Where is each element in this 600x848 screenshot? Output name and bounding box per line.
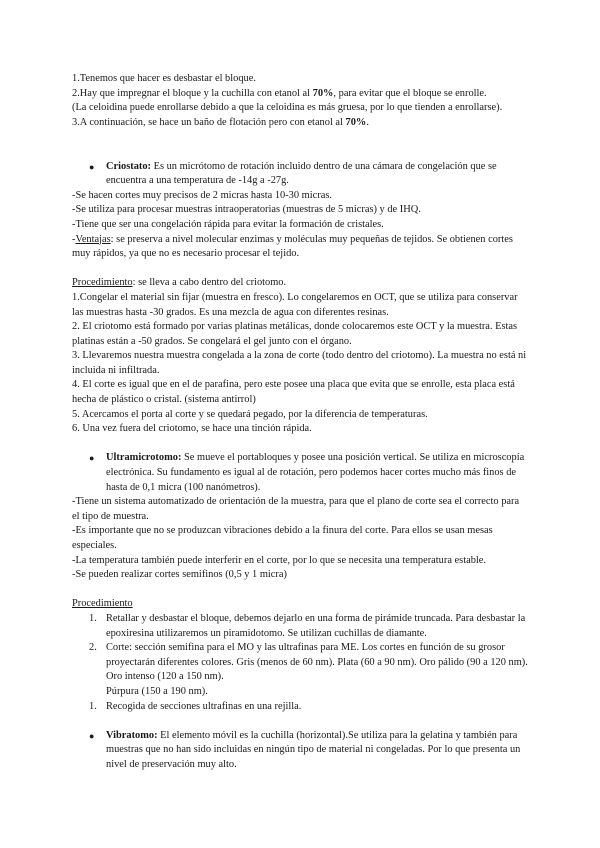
procedimiento-step: 4. El corte es igual que en el de parafina, pero este posee una placa que evita que se enrolle, esta placa está hecha de plástico o cristal. (sistema antirrol) <box>72 379 515 406</box>
procedimiento-step: 6. Una vez fuera del criotomo, se hace una tinción rápida. <box>72 423 312 435</box>
procedimiento2-heading <box>72 597 528 612</box>
item-number: 2. <box>89 642 97 654</box>
dash: - <box>72 233 76 245</box>
item-text: Recogida de secciones ultrafinas en una rejilla. <box>106 700 302 712</box>
criostato-term: Criostato: <box>106 160 152 172</box>
item-number: 1. <box>89 700 97 712</box>
criostato-line: -Tiene que ser una congelación rápida para evitar la formación de cristales. <box>72 218 384 230</box>
ventajas-text: : se preserva a nivel molecular enzimas y moléculas muy pequeñas de tejidos. Se obtienen cortes muy rápidos, ya que no es necesario procesar el tejido. <box>72 233 513 260</box>
criostato-definition: Es un micrótomo de rotación incluido dentro de una cámara de congelación que se encuentra a una temperatura de -14g a -27g. <box>106 160 497 187</box>
ultramicrotomo-term: Ultramicrotomo: <box>106 452 182 464</box>
vibratomo-definition: El elemento móvil es la cuchilla (horizontal).Se utiliza para la gelatina y también para muestras que no han sido incluidas en ningún tipo de material ni congeladas. Por lo que presenta un nivel de preservación muy alto. <box>106 729 521 770</box>
criostato-line: -Se hacen cortes muy precisos de 2 micras hasta 10-30 micras. <box>72 189 332 201</box>
item-text: Retallar y desbastar el bloque, debemos dejarlo en una forma de pirámide truncada. Para desbastar la epoxiresina utilizaremos un piramidotomo. Se utilizan cuchillas de diamante. <box>106 612 526 639</box>
document-body <box>72 72 528 773</box>
vibratomo-term: Vibratomo: <box>106 729 158 741</box>
ultramicrotomo-line: -Es importante que no se produzcan vibraciones debido a la finura del corte. Para ellos se usan mesas especiales. <box>72 525 493 551</box>
ultramicrotomo-bullet <box>72 451 528 495</box>
intro-line-3: (La celoidina puede enrollarse debido a que la celoidina es más gruesa, por lo que tienden a enrollarse). <box>72 102 503 114</box>
ultramicrotomo-line: -La temperatura también puede interferir en el corte, por lo que se necesita una temperatura estable. <box>72 554 486 566</box>
intro-line-2 <box>72 87 528 102</box>
intro-text: 3.A continuación, se hace un baño de flotación pero con etanol al <box>72 116 346 128</box>
intro-line-1: 1.Tenemos que hacer es desbastar el bloque. <box>72 73 256 84</box>
ultramicrotomo-line: -Tiene un sistema automatizado de orientación de la muestra, para que el plano de corte sea el correcto para el tipo de muestra. <box>72 496 520 522</box>
ultramicrotomo-line: -Se pueden realizar cortes semifinos (0,5 y 1 micra) <box>72 569 287 581</box>
procedimiento-label: Procedimiento <box>72 598 133 610</box>
ethanol-percent: 70% <box>345 116 367 128</box>
ethanol-percent: 70% <box>312 87 334 99</box>
procedimiento2-item <box>72 700 528 715</box>
procedimiento-label: Procedimiento <box>72 277 133 289</box>
procedimiento-heading <box>72 276 528 291</box>
intro-text: 2.Hay que impregnar el bloque y la cuchilla con etanol al <box>72 87 313 99</box>
item-text: Corte: sección semifina para el MO y las ultrafinas para ME. Los cortes en función de su grosor proyectarán diferentes colores. Gris (menos de 60 nm). Plata (60 a 90 nm). Oro pálido (90 a 120 nm). Oro intenso (120 a 150 nm). <box>106 642 528 683</box>
intro-text: , para evitar que el bloque se enrolle. <box>333 87 487 99</box>
procedimiento-step: 2. El criotomo está formado por varias platinas metálicas, donde colocaremos este OCT y la muestra. Estas platinas están a -50 grados. Se congelará el gel junto con el órgano. <box>72 321 518 347</box>
procedimiento-step: 1.Congelar el material sin fijar (muestra en fresco). Lo congelaremos en OCT, que se utiliza para conservar las muestras hasta -30 grados. Es una mezcla de agua con diferentes resinas. <box>72 291 518 318</box>
criostato-bullet <box>72 160 528 189</box>
procedimiento-step: 3. Llevaremos nuestra muestra congelada a la zona de corte (todo dentro del criotomo). La muestra no está ni incluida ni infiltrada. <box>72 350 527 376</box>
bullet-icon: ● <box>89 453 95 464</box>
ventajas-label: Ventajas <box>75 233 111 245</box>
item-number: 1. <box>89 612 97 624</box>
intro-line-4 <box>72 116 528 131</box>
ultramicrotomo-definition: Se mueve el portabloques y posee una posición vertical. Se utiliza en microscopía electrónica. Su fundamento es igual al de rotación, pero podemos hacer cortes mucho más finos de hasta de 0,1 micra (100 nanómetros). <box>106 452 525 493</box>
vibratomo-bullet <box>72 729 528 773</box>
procedimiento2-purpura: Púrpura (150 a 190 nm). <box>106 685 208 697</box>
bullet-icon: ● <box>89 161 95 172</box>
procedimiento-text: : se lleva a cabo dentro del criotomo. <box>132 277 287 289</box>
criostato-line: -Se utiliza para procesar muestras intraoperatorias (muestras de 5 micras) y de IHQ. <box>72 204 421 216</box>
intro-text: . <box>366 116 369 128</box>
procedimiento2-item <box>72 641 528 685</box>
criostato-ventajas <box>72 233 528 262</box>
bullet-icon: ● <box>89 730 95 741</box>
procedimiento2-item <box>72 612 528 641</box>
procedimiento-step: 5. Acercamos el porta al corte y se quedará pegado, por la diferencia de temperaturas. <box>72 408 428 420</box>
